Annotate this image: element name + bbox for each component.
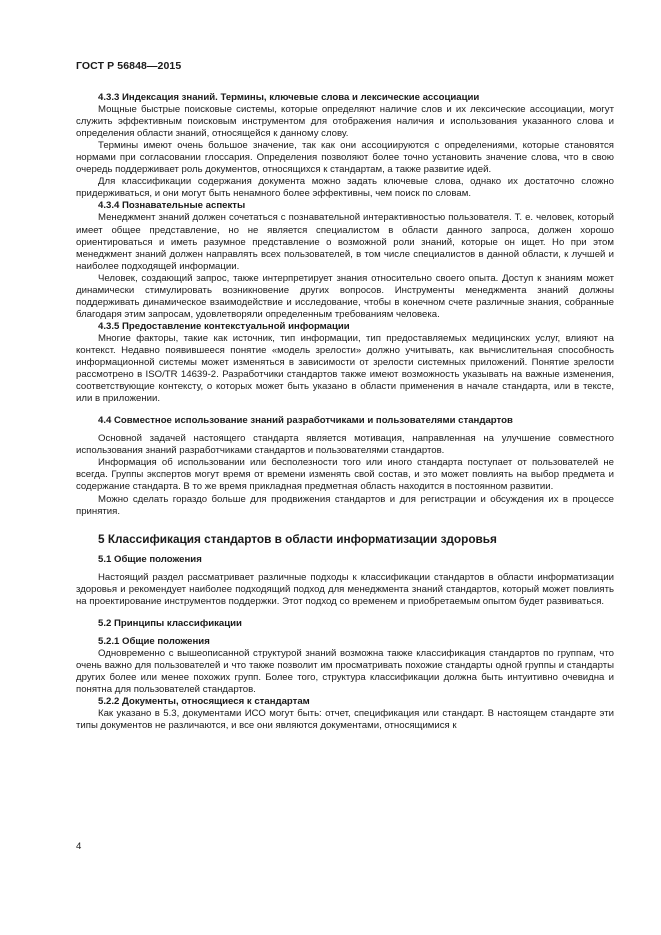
paragraph: Менеджмент знаний должен сочетаться с познавательной интерактивностью пользователя. Т. е. человек, который имеет общее представление, но не является специалистом в области данного запроса, должен хорошо ориентироваться и иметь разумное представление о возможной роли знаний, которые он ищет. Но при этом менеджмент знаний должен направлять всех пользователей, в том числе специалистов в данной области, к лучшей и наиболее подходящей информации. bbox=[76, 212, 614, 272]
paragraph: Основной задачей настоящего стандарта является мотивация, направленная на улучшение совместного использования знаний разработчиками стандартов и пользователями стандартов. bbox=[76, 433, 614, 457]
heading-5-2: 5.2 Принципы классификации bbox=[98, 617, 242, 629]
heading-4-3-4: 4.3.4 Познавательные аспекты bbox=[98, 200, 246, 212]
heading-4-3-5: 4.3.5 Предоставление контекстуальной информации bbox=[98, 320, 350, 332]
paragraph: Многие факторы, такие как источник, тип информации, тип предоставляемых медицинских услуг, влияют на контекст. Недавно появившееся понятие «модель зрелости» должно учитывать, как вычислительная способность информационной системы может изменяться в зависимости от зрелости системных приложений. Понятие зрелости рассмотрено в ISO/TR 14639-2. Разработчики стандартов также имеют возможность указывать на важные изменения, соответствующие контексту, о которых может быть указано в области применения в начале стандарта, или в тексте, или в приложении. bbox=[76, 332, 614, 405]
heading-5-2-1: 5.2.1 Общие положения bbox=[98, 635, 210, 647]
heading-4-3-3: 4.3.3 Индексация знаний. Термины, ключевые слова и лексические ассоциации bbox=[98, 92, 480, 103]
heading-4-4: 4.4 Совместное использование знаний разработчиками и пользователями стандартов bbox=[98, 415, 513, 427]
paragraph: Информация об использовании или бесполезности того или иного стандарта поступает от пользователей не всегда. Группы экспертов могут время от времени изменять свой состав, и это может повлиять на выбор предмета и содержание стандарта. В то же время прикладная предметная область находится в постоянном развитии. bbox=[76, 457, 614, 493]
paragraph: Человек, создающий запрос, также интерпретирует знания относительно своего опыта. Доступ к знаниям может динамически стимулировать возникновение других вопросов. Инструменты менеджмента знаний должны поддерживать динамическое взаимодействие и исследование, чтобы в конечном счете различные знания, собранные благодаря этим запросам, удовлетворяли определенным требованиям человека. bbox=[76, 272, 614, 320]
document-body bbox=[76, 92, 614, 732]
paragraph: Можно сделать гораздо больше для продвижения стандартов и для регистрации и обсуждения их в процессе принятия. bbox=[76, 493, 614, 517]
heading-5: 5 Классификация стандартов в области информатизации здоровья bbox=[98, 531, 497, 546]
paragraph: Как указано в 5.3, документами ИСО могут быть: отчет, спецификация или стандарт. В настоящем стандарте эти типы документов не различаются, и все они являются документами, относящимися к bbox=[76, 708, 614, 732]
paragraph: Термины имеют очень большое значение, так как они ассоциируются с определениями, которые становятся нормами при согласовании глоссария. Определения позволяют более точно установить значение слова, что в свою очередь поддерживает роль документов, относящихся к стандартам, а также развитие идей. bbox=[76, 140, 614, 176]
paragraph: Мощные быстрые поисковые системы, которые определяют наличие слов и их лексические ассоциации, могут служить эффективным поисковым инструментом для отображения наличия и использования указанного слова и определения области знаний, относящейся к данному слову. bbox=[76, 104, 614, 140]
document-header: ГОСТ Р 56848—2015 bbox=[76, 60, 182, 72]
paragraph: Одновременно с вышеописанной структурой знаний возможна также классификация стандартов по группам, что очень важно для пользователей и что также позволит им просматривать похожие стандарты одной группы и стандарты других более или менее похожих групп. Более того, структура классификации должна быть интуитивно очевидна и понятна для пользователей стандартов. bbox=[76, 647, 614, 696]
heading-5-1: 5.1 Общие положения bbox=[98, 553, 202, 565]
paragraph: Для классификации содержания документа можно задать ключевые слова, однако их достаточно сложно придерживаться, и они могут быть ненамного более эффективны, чем поиск по словам. bbox=[76, 176, 614, 200]
paragraph: Настоящий раздел рассматривает различные подходы к классификации стандартов в области информатизации здоровья и рекомендует наиболее подходящий подход для менеджмента знаний стандартов, который может повлиять на проектирование инструментов поддержки. Этот подход со временем и приобретаемым опытом будет развиваться. bbox=[76, 571, 614, 607]
heading-5-2-2: 5.2.2 Документы, относящиеся к стандартам bbox=[98, 696, 310, 708]
page-number: 4 bbox=[76, 841, 82, 852]
